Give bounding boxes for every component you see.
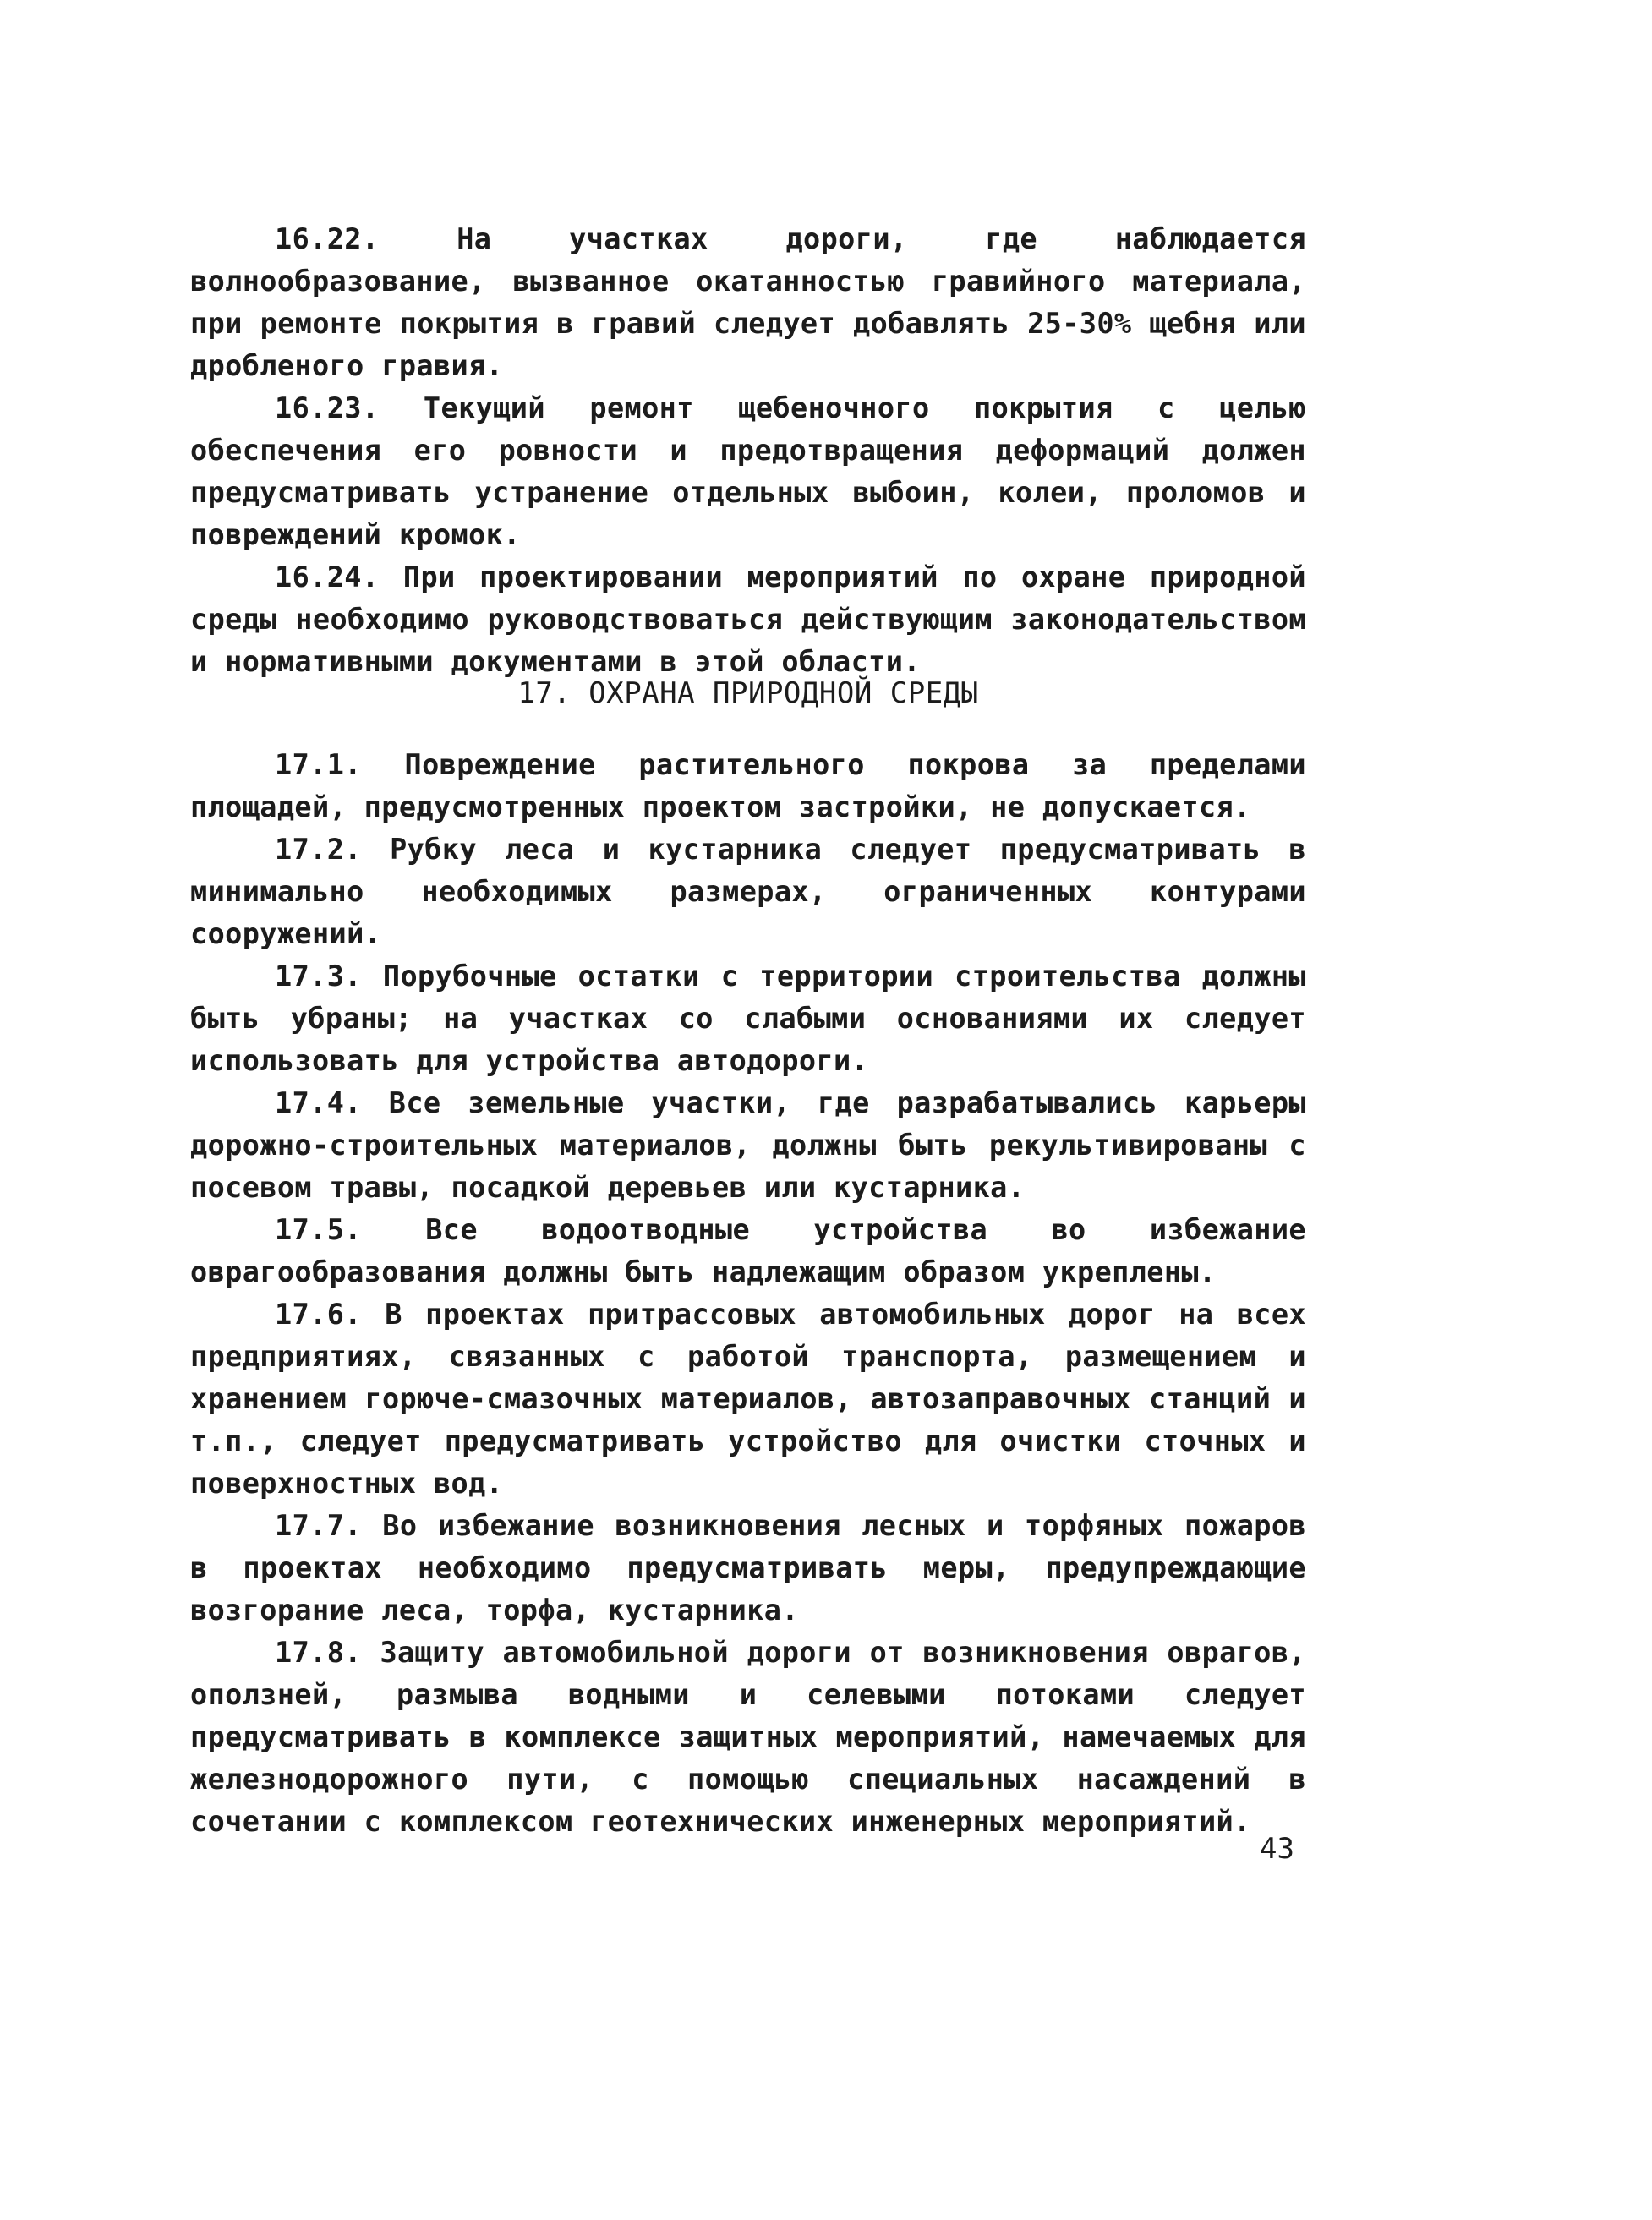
paragraph-16-22 [190,218,1306,387]
paragraph-text: Порубочные остатки с территории строительства должны быть убраны; на участках со слабыми основаниями их следует использовать для устройства автодороги. [190,960,1306,1077]
paragraph-number: 17.1. [275,748,362,781]
paragraph-number: 17.8. [275,1636,362,1669]
paragraph-17-5 [190,1209,1306,1293]
paragraph-text: Все земельные участки, где разрабатывались карьеры дорожно-строительных материалов, должны быть рекультивированы с посевом травы, посадкой деревьев или кустарника. [190,1086,1306,1204]
paragraph-text: Текущий ремонт щебеночного покрытия с целью обеспечения его ровности и предотвращения деформаций должен предусматривать устранение отдельных выбоин, колеи, проломов и повреждений кромок. [190,391,1306,551]
paragraph-text: Все водоотводные устройства во избежание оврагообразования должны быть надлежащим образом укреплены. [190,1213,1306,1288]
paragraph-17-6 [190,1293,1306,1505]
paragraph-number: 17.5. [275,1213,362,1246]
paragraph-number: 16.24. [275,560,380,593]
page-number: 43 [1260,1832,1294,1866]
paragraph-text: В проектах притрассовых автомобильных дорог на всех предприятиях, связанных с работой транспорта, размещением и хранением горюче-смазочных материалов, автозаправочных станций и т.п., следует предусматривать устройство для очистки сточных и поверхностных вод. [190,1298,1306,1500]
paragraph-text: Защиту автомобильной дороги от возникновения оврагов, оползней, размыва водными и селевыми потоками следует предусматривать в комплексе защитных мероприятий, намечаемых для железнодорожного пути, с помощью специальных насаждений в сочетании с комплексом геотехнических инженерных мероприятий. [190,1636,1306,1838]
paragraph-17-8 [190,1632,1306,1843]
paragraph-17-2 [190,828,1306,955]
paragraph-text: Повреждение растительного покрова за пределами площадей, предусмотренных проектом застройки, не допускается. [190,748,1306,823]
paragraph-17-4 [190,1082,1306,1209]
paragraph-number: 17.4. [275,1086,362,1119]
section-17-body [190,744,1306,1843]
paragraph-17-7 [190,1505,1306,1632]
paragraph-text: Во избежание возникновения лесных и торфяных пожаров в проектах необходимо предусматривать меры, предупреждающие возгорание леса, торфа, кустарника. [190,1509,1306,1627]
section-16-continuation [190,218,1306,683]
paragraph-text: При проектировании мероприятий по охране природной среды необходимо руководствоваться действующим законодательством и нормативными документами в этой области. [190,560,1306,678]
paragraph-text: На участках дороги, где наблюдается волнообразование, вызванное окатанностью гравийного материала, при ремонте покрытия в гравий следует добавлять 25-30% щебня или дробленого гравия. [190,222,1306,382]
paragraph-17-1 [190,744,1306,828]
paragraph-number: 17.6. [275,1298,362,1331]
paragraph-number: 17.3. [275,960,362,992]
paragraph-16-23 [190,387,1306,556]
paragraph-17-3 [190,955,1306,1082]
paragraph-16-24 [190,556,1306,683]
paragraph-number: 17.2. [275,833,362,866]
paragraph-number: 16.23. [275,391,380,424]
section-heading: 17. ОХРАНА ПРИРОДНОЙ СРЕДЫ [517,676,979,710]
paragraph-number: 16.22. [275,222,380,255]
paragraph-number: 17.7. [275,1509,362,1542]
paragraph-text: Рубку леса и кустарника следует предусматривать в минимально необходимых размерах, ограниченных контурами сооружений. [190,833,1306,950]
